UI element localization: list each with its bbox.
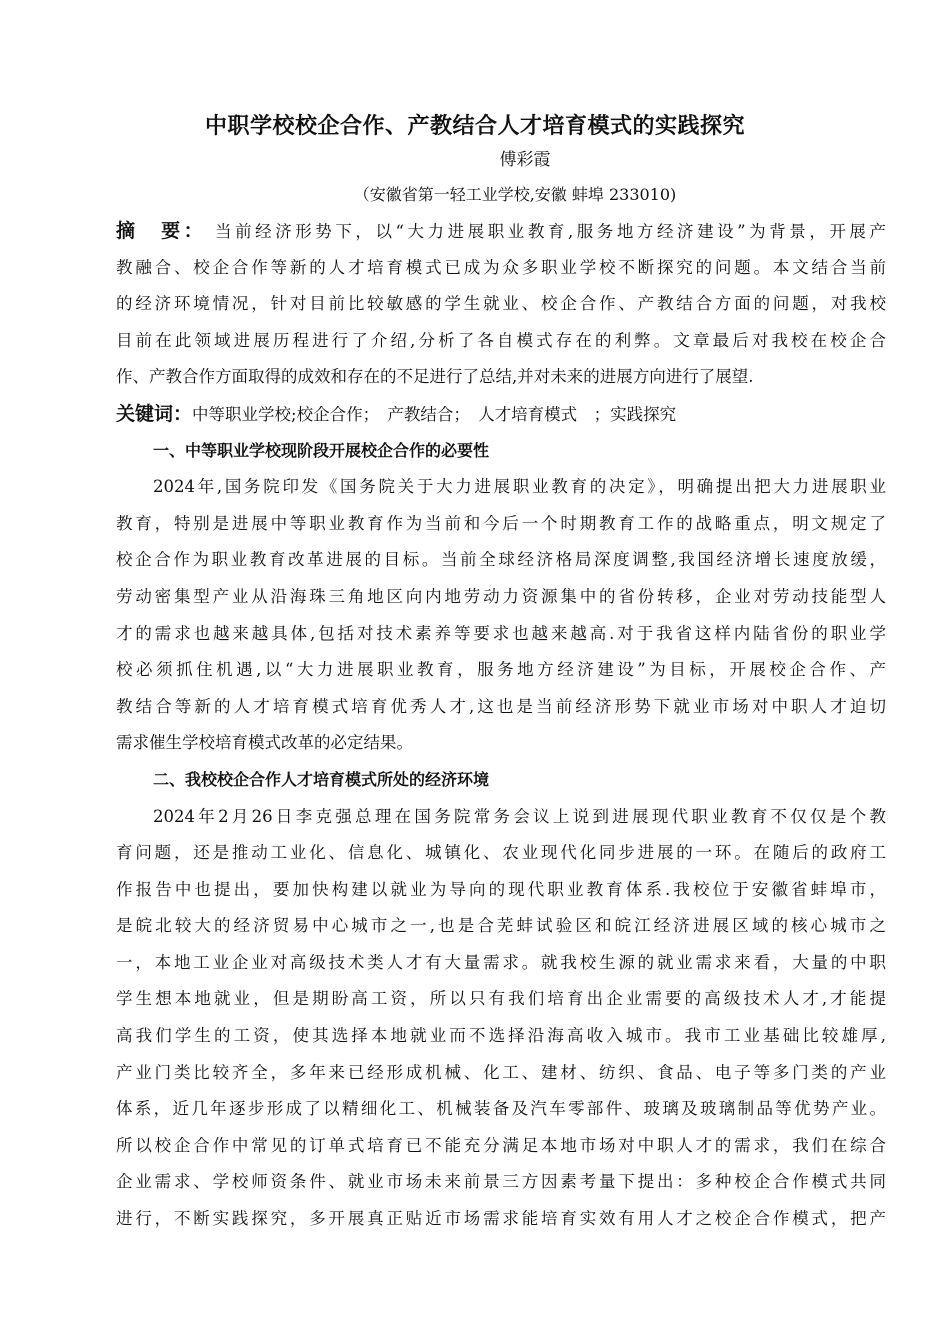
abstract-line: 的经济环境情况，针对目前比较敏感的学生就业、校企合作、产教结合方面的问题，对我校 [116, 294, 886, 314]
paragraph-line: 是皖北较大的经济贸易中心城市之一,也是合芜蚌试验区和皖江经济进展区域的核心城市之 [116, 916, 886, 936]
abstract-line: 作、产教合作方面取得的成效和存在的不足进行了总结,并对未来的进展方向进行了展望. [116, 367, 754, 387]
author-name: 傅彩霞 [499, 150, 551, 170]
keywords-label: 关键词： [116, 402, 193, 425]
abstract-line: 教融合、校企合作等新的人才培育模式已成为众多职业学校不断探究的问题。本文结合当前 [116, 257, 886, 277]
keywords-line [116, 396, 886, 433]
section-heading: 二、我校校企合作人才培育模式所处的经济环境 [153, 769, 490, 789]
abstract-label: 摘 要： [116, 220, 207, 242]
paragraph-line: 学生想本地就业，但是期盼高工资，所以只有我们培育出企业需要的高级技术人才,才能提 [116, 989, 886, 1009]
keywords-text: 中等职业学校;校企合作； 产教结合； 人才培育模式 ；实践探究 [192, 404, 677, 424]
paragraph-line: 2024年,国务院印发《国务院关于大力进展职业教育的决定》，明确提出把大力进展职业 [153, 477, 886, 497]
paragraph-line: 体系，近几年逐步形成了以精细化工、机械装备及汽车零部件、玻璃及玻璃制品等优势产业。 [116, 1099, 886, 1119]
paragraph-line: 校企合作为职业教育改革进展的目标。当前全球经济格局深度调整,我国经济增长速度放缓， [116, 550, 886, 570]
paragraph-line: 校必须抓住机遇,以“大力进展职业教育，服务地方经济建设”为目标，开展校企合作、产 [116, 660, 886, 680]
abstract-block [116, 213, 886, 1238]
paragraph-line: 产业门类比较齐全，多年来已经形成机械、化工、建材、纺织、食品、电子等多门类的产业 [116, 1062, 886, 1082]
section-heading: 一、中等职业学校现阶段开展校企合作的必要性 [153, 440, 490, 460]
paragraph-line: 需求催生学校培育模式改革的必定结果。 [116, 733, 413, 753]
paragraph-line: 劳动密集型产业从沿海珠三角地区向内地劳动力资源集中的省份转移，企业对劳动技能型人 [116, 586, 886, 606]
paragraph-line: 育问题，还是推动工业化、信息化、城镇化、农业现代化同步进展的一环。在随后的政府工 [116, 843, 886, 863]
paragraph-line: 企业需求、学校师资条件、就业市场未来前景三方因素考量下提出：多种校企合作模式共同 [116, 1172, 886, 1192]
paragraph-line: 高我们学生的工资，使其选择本地就业而不选择沿海高收入城市。我市工业基础比较雄厚, [116, 1026, 886, 1046]
paragraph-line: 教结合等新的人才培育模式培育优秀人才,这也是当前经济形势下就业市场对中职人才迫切 [116, 696, 886, 716]
paragraph-line: 进行，不断实践探究，多开展真正贴近市场需求能培育实效有用人才之校企合作模式，把产 [116, 1209, 886, 1229]
author-affiliation: （安徽省第一轻工业学校,安徽 蚌埠 233010) [353, 185, 677, 204]
paragraph-line: 所以校企合作中常见的订单式培育已不能充分满足本地市场对中职人才的需求，我们在综合 [116, 1135, 886, 1155]
paragraph-line: 教育，特别是进展中等职业教育作为当前和今后一个时期教育工作的战略重点，明文规定了 [116, 513, 886, 533]
paper-title: 中职学校校企合作、产教结合人才培育模式的实践探究 [204, 114, 745, 139]
paragraph-line: 2024年2月26日李克强总理在国务院常务会议上说到进展现代职业教育不仅仅是个教 [153, 806, 886, 826]
paragraph-line: 一，本地工业企业对高级技术类人才有大量需求。就我校生源的就业需求来看，大量的中职 [116, 952, 886, 972]
paragraph-line: 作报告中也提出，要加快构建以就业为导向的现代职业教育体系.我校位于安徽省蚌埠市， [116, 879, 886, 899]
abstract-line: 摘 要： 当前经济形势下，以“大力进展职业教育,服务地方经济建设”为背景，开展产 [116, 220, 886, 242]
abstract-line: 目前在此领域进展历程进行了介绍,分析了各自模式存在的利弊。文章最后对我校在校企合 [116, 330, 886, 350]
paragraph-line: 才的需求也越来越具体,包括对技术素养等要求也越来越高.对于我省这样内陆省份的职业学 [116, 623, 886, 643]
